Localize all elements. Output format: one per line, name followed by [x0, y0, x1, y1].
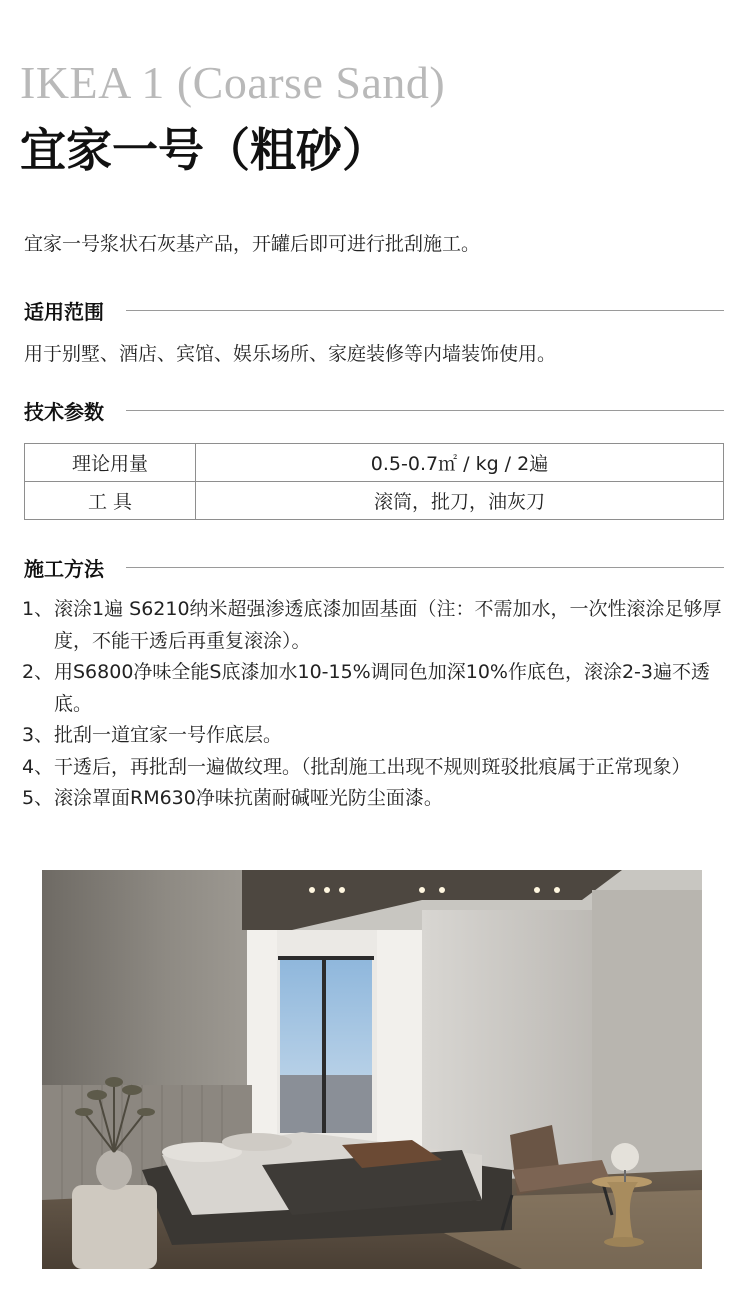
- spec-key: 理论用量: [25, 444, 196, 482]
- section-divider: [126, 310, 724, 311]
- section-method: [24, 552, 724, 582]
- bedroom-interior-photo: [42, 870, 702, 1269]
- step-text: 干透后，再批刮一遍做纹理。（批刮施工出现不规则斑驳批痕属于正常现象）: [54, 755, 691, 778]
- step-text: 用S6800净味全能S底漆加水10-15%调同色加深10%作底色，滚涂2-3遍不透底。: [54, 661, 711, 715]
- section-specs: [24, 395, 724, 425]
- step-number: 1、: [22, 598, 54, 620]
- section-divider: [126, 410, 724, 411]
- list-item: [22, 594, 732, 657]
- intro-text: 宜家一号浆状石灰基产品，开罐后即可进行批刮施工。: [24, 233, 481, 255]
- application-text: 用于别墅、酒店、宾馆、娱乐场所、家庭装修等内墙装饰使用。: [24, 343, 557, 365]
- step-text: 批刮一道宜家一号作底层。: [54, 724, 283, 746]
- step-text: 滚涂罩面RM630净味抗菌耐碱哑光防尘面漆。: [54, 787, 443, 809]
- step-number: 3、: [22, 724, 54, 746]
- chinese-title: 宜家一号（粗砂）: [20, 123, 388, 177]
- section-application: [24, 295, 724, 325]
- section-divider: [126, 567, 724, 568]
- spec-value: 滚筒，批刀，油灰刀: [196, 482, 724, 520]
- section-specs-heading: 技术参数: [24, 399, 104, 424]
- step-text: 滚涂1遍 S6210纳米超强渗透底漆加固基面（注：不需加水，一次性滚涂足够厚度，不能干透后再重复滚涂）。: [54, 598, 722, 652]
- english-title: IKEA 1 (Coarse Sand): [20, 57, 446, 108]
- list-item: [22, 752, 732, 784]
- table-row: [25, 482, 724, 520]
- list-item: [22, 783, 732, 815]
- step-number: 2、: [22, 661, 54, 683]
- spec-key: 工 具: [25, 482, 196, 520]
- table-row: [25, 444, 724, 482]
- section-application-heading: 适用范围: [24, 299, 104, 324]
- specs-table: [24, 443, 724, 520]
- list-item: [22, 657, 732, 720]
- step-number: 5、: [22, 787, 54, 809]
- spec-value: 0.5-0.7㎡ / kg / 2遍: [196, 444, 724, 482]
- method-steps: [22, 594, 732, 815]
- step-number: 4、: [22, 755, 54, 778]
- list-item: [22, 720, 732, 752]
- section-method-heading: 施工方法: [24, 556, 104, 581]
